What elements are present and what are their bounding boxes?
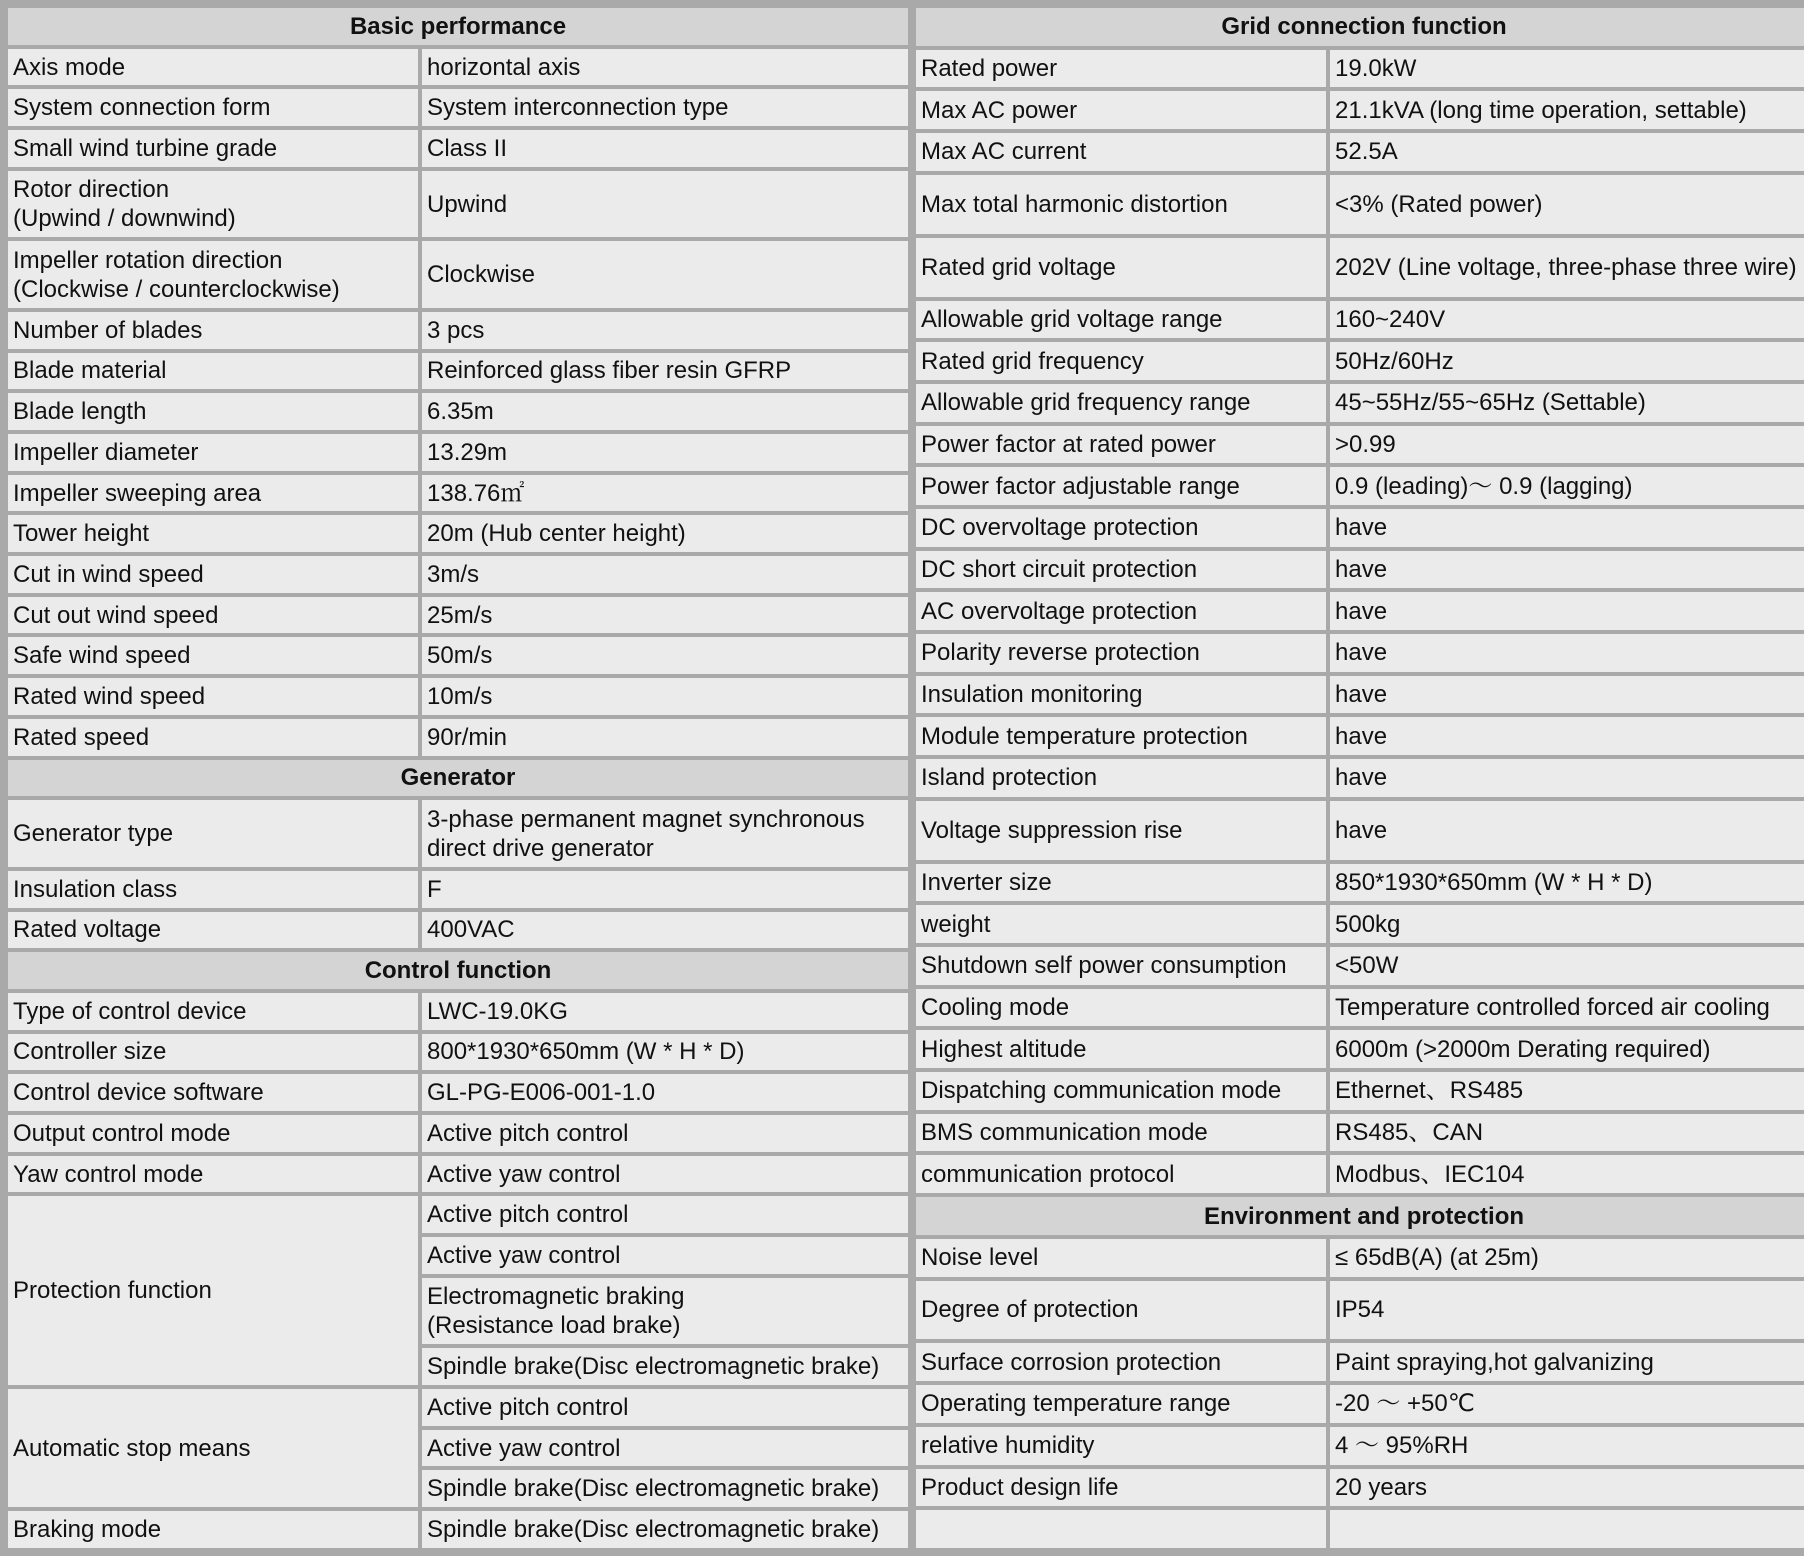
spec-label: Insulation monitoring [916,676,1326,714]
table-row [8,871,908,908]
spec-label: DC short circuit protection [916,551,1326,589]
table-row [916,1469,1804,1507]
left-spec-table [4,4,912,1552]
braking-row [8,1511,908,1548]
spec-label: Yaw control mode [8,1156,418,1193]
spec-label: Product design life [916,1469,1326,1507]
autostop-row [8,1389,908,1426]
table-row [916,342,1804,380]
spec-value: IP54 [1330,1281,1804,1340]
spec-label: Controller size [8,1034,418,1071]
table-row [916,1427,1804,1465]
spec-value: 0.9 (leading)～ 0.9 (lagging) [1330,467,1804,505]
table-row [8,1115,908,1152]
spec-value: 3 pcs [422,312,908,349]
spec-value: 500kg [1330,905,1804,943]
spec-value: 25m/s [422,597,908,634]
spec-value: Active pitch control [422,1389,908,1426]
spec-value: 20 years [1330,1469,1804,1507]
section-basic-performance [8,8,908,45]
spec-label: Module temperature protection [916,717,1326,755]
table-row [8,1034,908,1071]
table-row [916,1155,1804,1193]
table-row [8,637,908,674]
spec-value: have [1330,634,1804,672]
spec-label: Operating temperature range [916,1385,1326,1423]
spec-value: 3m/s [422,556,908,593]
spec-label: Control device software [8,1074,418,1111]
spec-value: RS485、CAN [1330,1114,1804,1152]
spec-value: 6000m (>2000m Derating required) [1330,1030,1804,1068]
spec-label: Impeller rotation direction (Clockwise / counterclockwise) [8,241,418,308]
spec-label: Small wind turbine grade [8,130,418,167]
table-row [8,393,908,430]
table-row [8,678,908,715]
spec-label: Rated wind speed [8,678,418,715]
spec-value: horizontal axis [422,49,908,86]
spec-value: have [1330,509,1804,547]
spec-label: Rated voltage [8,912,418,949]
table-row [916,91,1804,129]
spec-value: 800*1930*650mm (W * H * D) [422,1034,908,1071]
spec-value: Reinforced glass fiber resin GFRP [422,353,908,390]
section-header: Environment and protection [916,1197,1804,1235]
table-row [916,238,1804,297]
table-row [916,133,1804,171]
spec-label: Automatic stop means [8,1389,418,1507]
right-spec-table [912,4,1804,1552]
spec-value: 20m (Hub center height) [422,515,908,552]
spec-value: 90r/min [422,719,908,756]
spec-value: Active pitch control [422,1115,908,1152]
spec-value: 52.5A [1330,133,1804,171]
spec-label: Inverter size [916,864,1326,902]
table-row [8,1156,908,1193]
spec-label: System connection form [8,89,418,126]
table-row [916,467,1804,505]
table-row [916,175,1804,234]
table-row [916,989,1804,1027]
spec-value: >0.99 [1330,426,1804,464]
section-header: Generator [8,760,908,797]
spec-value: 45~55Hz/55~65Hz (Settable) [1330,384,1804,422]
table-row [916,1239,1804,1277]
spec-label: Tower height [8,515,418,552]
spec-value: 21.1kVA (long time operation, settable) [1330,91,1804,129]
section-environment-protection [916,1197,1804,1235]
table-row [8,130,908,167]
spec-value: Clockwise [422,241,908,308]
table-row [8,312,908,349]
table-row [8,353,908,390]
spec-label: Allowable grid voltage range [916,301,1326,339]
spec-value: 138.76㎡ [422,475,908,512]
spec-label: Cut out wind speed [8,597,418,634]
table-row [8,597,908,634]
spec-value: have [1330,551,1804,589]
spec-label: Insulation class [8,871,418,908]
section-control-function [8,952,908,989]
spec-label: Max AC power [916,91,1326,129]
spec-value: Modbus、IEC104 [1330,1155,1804,1193]
spec-value: Upwind [422,171,908,238]
spec-label: Braking mode [8,1511,418,1548]
spec-label: Degree of protection [916,1281,1326,1340]
spec-label: Impeller diameter [8,434,418,471]
table-row [916,801,1804,860]
spec-value: 19.0kW [1330,50,1804,88]
spec-label: Highest altitude [916,1030,1326,1068]
section-header: Control function [8,952,908,989]
table-row [916,759,1804,797]
spec-label: DC overvoltage protection [916,509,1326,547]
table-row [916,717,1804,755]
table-row [916,384,1804,422]
spec-value: 850*1930*650mm (W * H * D) [1330,864,1804,902]
table-row [8,1074,908,1111]
spec-sheet [4,4,1800,1552]
table-row [8,556,908,593]
table-row [916,947,1804,985]
spec-label: Rated grid frequency [916,342,1326,380]
spec-label: BMS communication mode [916,1114,1326,1152]
spec-label: relative humidity [916,1427,1326,1465]
table-row [916,301,1804,339]
spec-value: Ethernet、RS485 [1330,1072,1804,1110]
spec-value: have [1330,592,1804,630]
spec-label: Rated power [916,50,1326,88]
table-row [916,1030,1804,1068]
spec-value: <3% (Rated power) [1330,175,1804,234]
table-row [8,171,908,238]
spec-value: 10m/s [422,678,908,715]
spec-value: <50W [1330,947,1804,985]
table-row [8,515,908,552]
spec-label: Rated grid voltage [916,238,1326,297]
spec-value: have [1330,759,1804,797]
spec-value: Active yaw control [422,1156,908,1193]
table-row [8,800,908,867]
table-row [8,993,908,1030]
spec-label: Axis mode [8,49,418,86]
spec-label: Rotor direction (Upwind / downwind) [8,171,418,238]
spec-label: Number of blades [8,312,418,349]
table-row [8,434,908,471]
spec-value: 50m/s [422,637,908,674]
table-row [8,241,908,308]
spec-label: AC overvoltage protection [916,592,1326,630]
spec-label: Impeller sweeping area [8,475,418,512]
table-row [916,905,1804,943]
spec-label: Output control mode [8,1115,418,1152]
spec-value: 160~240V [1330,301,1804,339]
spec-value: 6.35m [422,393,908,430]
blank-cell [1330,1510,1804,1548]
table-row [916,509,1804,547]
table-row [916,426,1804,464]
section-header: Basic performance [8,8,908,45]
spec-label: Allowable grid frequency range [916,384,1326,422]
spec-value: 400VAC [422,912,908,949]
spec-value: Electromagnetic braking (Resistance load brake) [422,1278,908,1345]
spec-label: Cooling mode [916,989,1326,1027]
spec-label: Surface corrosion protection [916,1343,1326,1381]
spec-label: Max total harmonic distortion [916,175,1326,234]
spec-value: Paint spraying,hot galvanizing [1330,1343,1804,1381]
spec-label: Generator type [8,800,418,867]
protection-row [8,1196,908,1233]
spec-label: Shutdown self power consumption [916,947,1326,985]
blank-row [916,1510,1804,1548]
table-row [8,719,908,756]
spec-value: 4 ～ 95%RH [1330,1427,1804,1465]
table-row [916,676,1804,714]
spec-label: Blade material [8,353,418,390]
table-row [916,1281,1804,1340]
spec-value: 13.29m [422,434,908,471]
spec-value: Spindle brake(Disc electromagnetic brake) [422,1348,908,1385]
spec-value: -20 ～ +50℃ [1330,1385,1804,1423]
spec-value: LWC-19.0KG [422,993,908,1030]
table-row [916,592,1804,630]
spec-value: Spindle brake(Disc electromagnetic brake) [422,1511,908,1548]
spec-label: Power factor at rated power [916,426,1326,464]
spec-value: Spindle brake(Disc electromagnetic brake) [422,1470,908,1507]
table-row [916,50,1804,88]
spec-label: Blade length [8,393,418,430]
spec-value: Active pitch control [422,1196,908,1233]
spec-label: Protection function [8,1196,418,1385]
table-row [916,1385,1804,1423]
spec-value: ≤ 65dB(A) (at 25m) [1330,1239,1804,1277]
spec-label: Safe wind speed [8,637,418,674]
table-row [8,912,908,949]
spec-label: Type of control device [8,993,418,1030]
spec-label: Cut in wind speed [8,556,418,593]
spec-value: have [1330,676,1804,714]
table-row [8,89,908,126]
spec-value: have [1330,801,1804,860]
spec-value: 50Hz/60Hz [1330,342,1804,380]
table-row [8,475,908,512]
spec-label: weight [916,905,1326,943]
spec-label: communication protocol [916,1155,1326,1193]
table-row [916,551,1804,589]
table-row [916,1343,1804,1381]
spec-value: Active yaw control [422,1430,908,1467]
table-row [916,864,1804,902]
blank-cell [916,1510,1326,1548]
spec-label: Polarity reverse protection [916,634,1326,672]
spec-value: System interconnection type [422,89,908,126]
table-row [8,49,908,86]
spec-label: Voltage suppression rise [916,801,1326,860]
spec-value: have [1330,717,1804,755]
spec-label: Power factor adjustable range [916,467,1326,505]
spec-value: GL-PG-E006-001-1.0 [422,1074,908,1111]
section-grid-connection [916,8,1804,46]
section-generator [8,760,908,797]
spec-value: Class II [422,130,908,167]
spec-value: Active yaw control [422,1237,908,1274]
spec-value: Temperature controlled forced air cooling [1330,989,1804,1027]
spec-label: Max AC current [916,133,1326,171]
spec-label: Rated speed [8,719,418,756]
spec-label: Dispatching communication mode [916,1072,1326,1110]
section-header: Grid connection function [916,8,1804,46]
spec-label: Noise level [916,1239,1326,1277]
spec-value: 3-phase permanent magnet synchronous direct drive generator [422,800,908,867]
table-row [916,1114,1804,1152]
spec-label: Island protection [916,759,1326,797]
spec-value: F [422,871,908,908]
table-row [916,634,1804,672]
table-row [916,1072,1804,1110]
spec-value: 202V (Line voltage, three-phase three wire) [1330,238,1804,297]
